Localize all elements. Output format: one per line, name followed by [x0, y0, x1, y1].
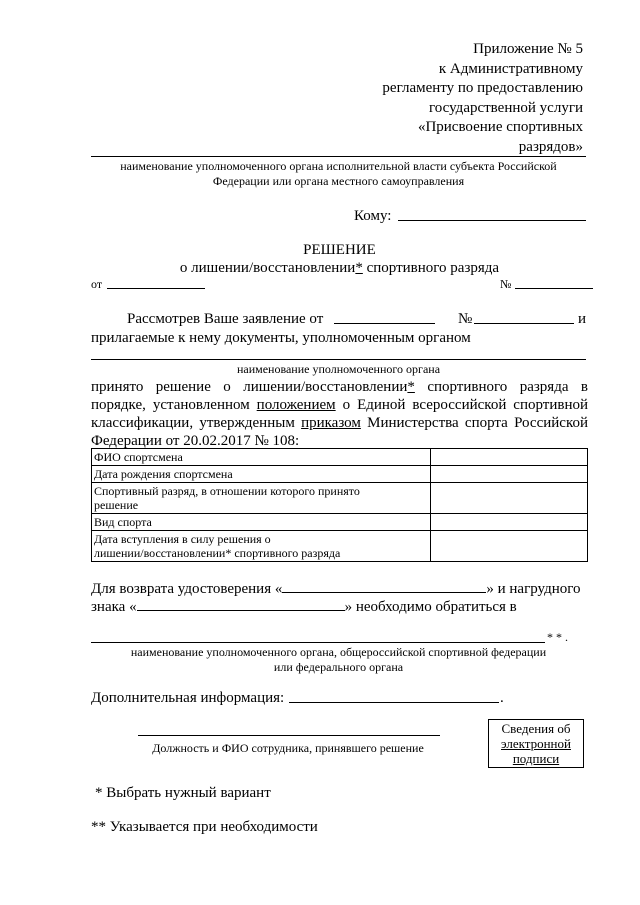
- table-row: [92, 531, 588, 562]
- number-label: №: [500, 277, 512, 291]
- authority-name-field[interactable]: [91, 156, 586, 157]
- organ-caption: наименование уполномоченного органа: [236, 362, 441, 376]
- info-table: [91, 448, 588, 562]
- signature-field[interactable]: [138, 735, 440, 736]
- application-number-label: №: [458, 311, 473, 327]
- table-cell-value[interactable]: [431, 466, 588, 483]
- badge-field[interactable]: [137, 598, 345, 611]
- return-caption: [91, 645, 586, 675]
- paragraph-start: Рассмотрев Ваше заявление от: [127, 311, 324, 327]
- decision-text-end: спортивного разряда в: [414, 379, 588, 395]
- table-cell-value[interactable]: [431, 514, 588, 531]
- application-date-field[interactable]: [334, 323, 435, 324]
- application-number-field[interactable]: [474, 323, 574, 324]
- document-subtitle: [91, 259, 588, 277]
- table-row: [92, 514, 588, 531]
- signature-caption: Должность и ФИО сотрудника, принявшего решение: [152, 741, 424, 755]
- e-signature-box: [488, 719, 584, 768]
- decision-line-3: [91, 414, 588, 432]
- decision-text-end: о Единой всероссийской спортивной: [335, 397, 588, 413]
- trailing-marks: * * .: [547, 630, 568, 644]
- table-row: [92, 466, 588, 483]
- e-signature-line: подписи: [512, 751, 560, 766]
- to-field[interactable]: [398, 220, 586, 221]
- appendix-line: Приложение № 5: [473, 41, 583, 57]
- table-cell-value[interactable]: [431, 531, 588, 562]
- return-organ-field[interactable]: [91, 642, 545, 643]
- appendix-line: «Присвоение спортивных: [417, 119, 583, 135]
- organ-name-field[interactable]: [91, 359, 586, 360]
- decision-text: порядке, установленном: [91, 397, 257, 413]
- decision-text: принято решение о лишении/восстановлении: [91, 379, 408, 395]
- decision-text-end: Министерства спорта Российской: [360, 415, 588, 431]
- decision-line-2: [91, 396, 588, 414]
- return-line-1: [91, 580, 588, 598]
- return-text: знака «: [91, 599, 137, 615]
- order-link[interactable]: приказом: [301, 415, 361, 431]
- subtitle-mark: *: [355, 260, 363, 276]
- footnote-1: * Выбрать нужный вариант: [95, 785, 271, 801]
- to-label: Кому:: [354, 208, 392, 224]
- authority-caption: [91, 159, 586, 189]
- return-caption-line1: наименование уполномоченного органа, общероссийской спортивной федерации: [130, 645, 547, 659]
- authority-caption-line2: Федерации или органа местного самоуправления: [212, 174, 465, 188]
- additional-info-field[interactable]: [289, 702, 499, 703]
- return-text-end: » необходимо обратиться в: [344, 599, 517, 615]
- paragraph-line2: прилагаемые к нему документы, уполномоченным органом: [91, 330, 471, 346]
- appendix-line: регламенту по предоставлению: [382, 80, 583, 96]
- table-cell-label: Спортивный разряд, в отношении которого принято решение: [92, 483, 431, 514]
- additional-info-label: Дополнительная информация:: [91, 690, 285, 706]
- table-row: [92, 483, 588, 514]
- certificate-field[interactable]: [282, 580, 486, 593]
- e-signature-line: Сведения об: [501, 721, 571, 736]
- table-cell-value[interactable]: [431, 483, 588, 514]
- appendix-line: государственной услуги: [429, 99, 583, 116]
- paragraph-and: и: [578, 311, 587, 327]
- table-cell-label: Дата вступления в силу решения о лишении/восстановлении* спортивного разряда: [92, 531, 431, 562]
- table-cell-value[interactable]: [431, 449, 588, 466]
- return-text-end: » и нагрудного: [486, 581, 581, 597]
- table-cell-label: ФИО спортсмена: [92, 449, 431, 466]
- subtitle-text: о лишении/восстановлении: [179, 260, 356, 276]
- number-field[interactable]: [515, 288, 593, 289]
- table-cell-label: Дата рождения спортсмена: [92, 466, 431, 483]
- appendix-header: [323, 40, 583, 157]
- return-line-2: [91, 598, 517, 616]
- decision-line-1: [91, 378, 588, 396]
- document-title: РЕШЕНИЕ: [303, 242, 376, 258]
- decision-text: классификации, утвержденным: [91, 415, 302, 431]
- decision-line-4: Федерации от 20.02.2017 № 108:: [91, 433, 300, 449]
- subtitle-text-end: спортивного разряда: [362, 260, 500, 276]
- return-text: Для возврата удостоверения «: [91, 581, 283, 597]
- decision-mark: *: [407, 379, 415, 395]
- return-caption-line2: или федерального органа: [273, 660, 404, 674]
- regulation-link[interactable]: положением: [256, 397, 336, 413]
- authority-caption-line1: наименование уполномоченного органа исполнительной власти субъекта Российской: [120, 159, 557, 173]
- from-label: от: [91, 277, 103, 291]
- date-field[interactable]: [107, 288, 205, 289]
- footnote-2: ** Указывается при необходимости: [91, 819, 318, 835]
- e-signature-line: электронной: [501, 736, 571, 751]
- table-row: [92, 449, 588, 466]
- appendix-line: разрядов»: [518, 138, 583, 155]
- additional-info-end: .: [500, 690, 504, 706]
- table-cell-label: Вид спорта: [92, 514, 431, 531]
- appendix-line: к Административному: [438, 60, 583, 77]
